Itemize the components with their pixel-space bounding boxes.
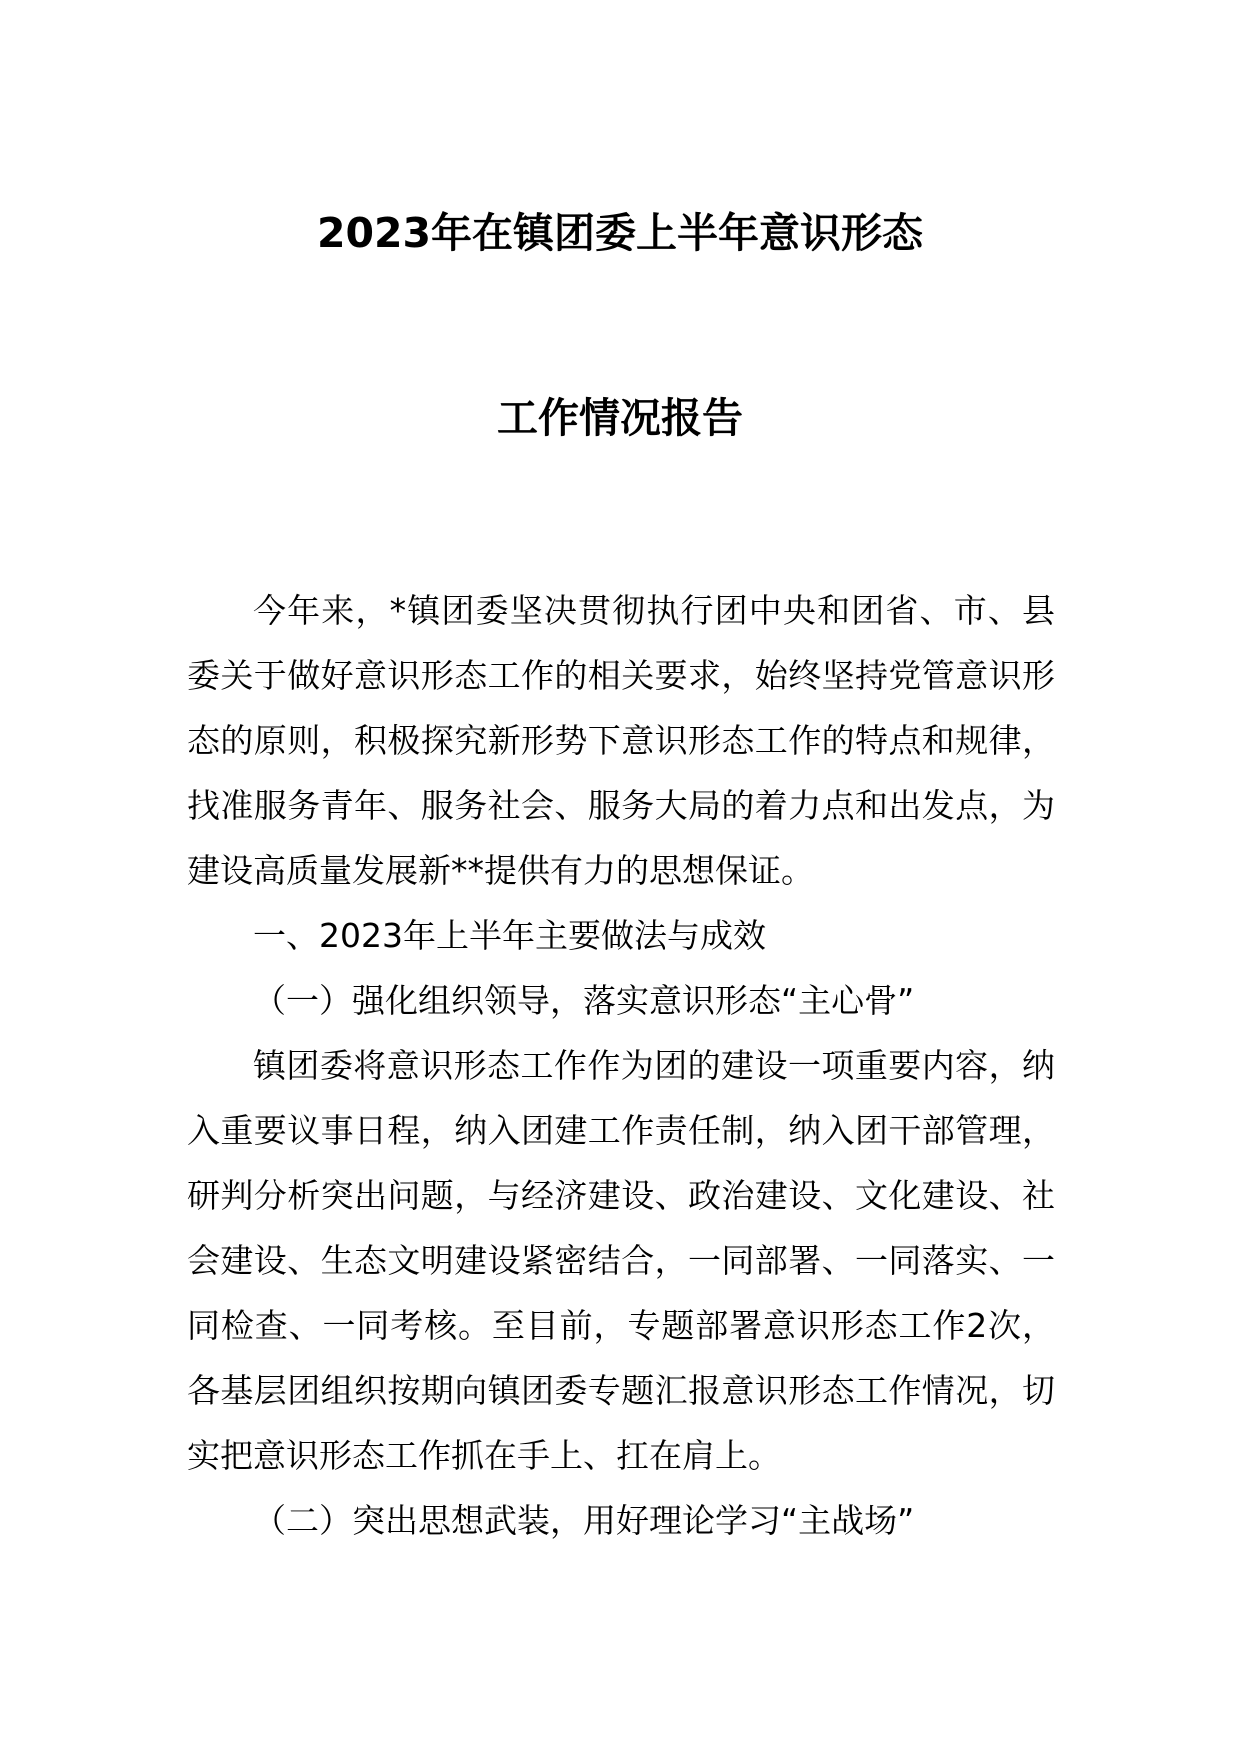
subsection-heading-2: （二）突出思想武装，用好理论学习“主战场”: [253, 1501, 915, 1540]
subsection-heading-1: （一）强化组织领导，落实意识形态“主心骨”: [253, 981, 915, 1020]
document-body: [187, 578, 1055, 1553]
intro-paragraph: 今年来，*镇团委坚决贯彻执行团中央和团省、市、县委关于做好意识形态工作的相关要求，始终坚持党管意识形态的原则，积极探究新形势下意识形态工作的特点和规律，找准服务青年、服务社会、服务大局的着力点和出发点，为建设高质量发展新**提供有力的思想保证。: [187, 591, 1055, 890]
document-title-line-2: 工作情况报告: [497, 394, 743, 442]
section-heading-1: 一、2023年上半年主要做法与成效: [253, 916, 766, 955]
body-paragraph-1: 镇团委将意识形态工作作为团的建设一项重要内容，纳入重要议事日程，纳入团建工作责任制，纳入团干部管理，研判分析突出问题，与经济建设、政治建设、文化建设、社会建设、生态文明建设紧密结合，一同部署、一同落实、一同检查、一同考核。至目前，专题部署意识形态工作2次，各基层团组织按期向镇团委专题汇报意识形态工作情况，切实把意识形态工作抓在手上、扛在肩上。: [187, 1046, 1055, 1475]
document-title-line-1: 2023年在镇团委上半年意识形态: [316, 209, 924, 257]
